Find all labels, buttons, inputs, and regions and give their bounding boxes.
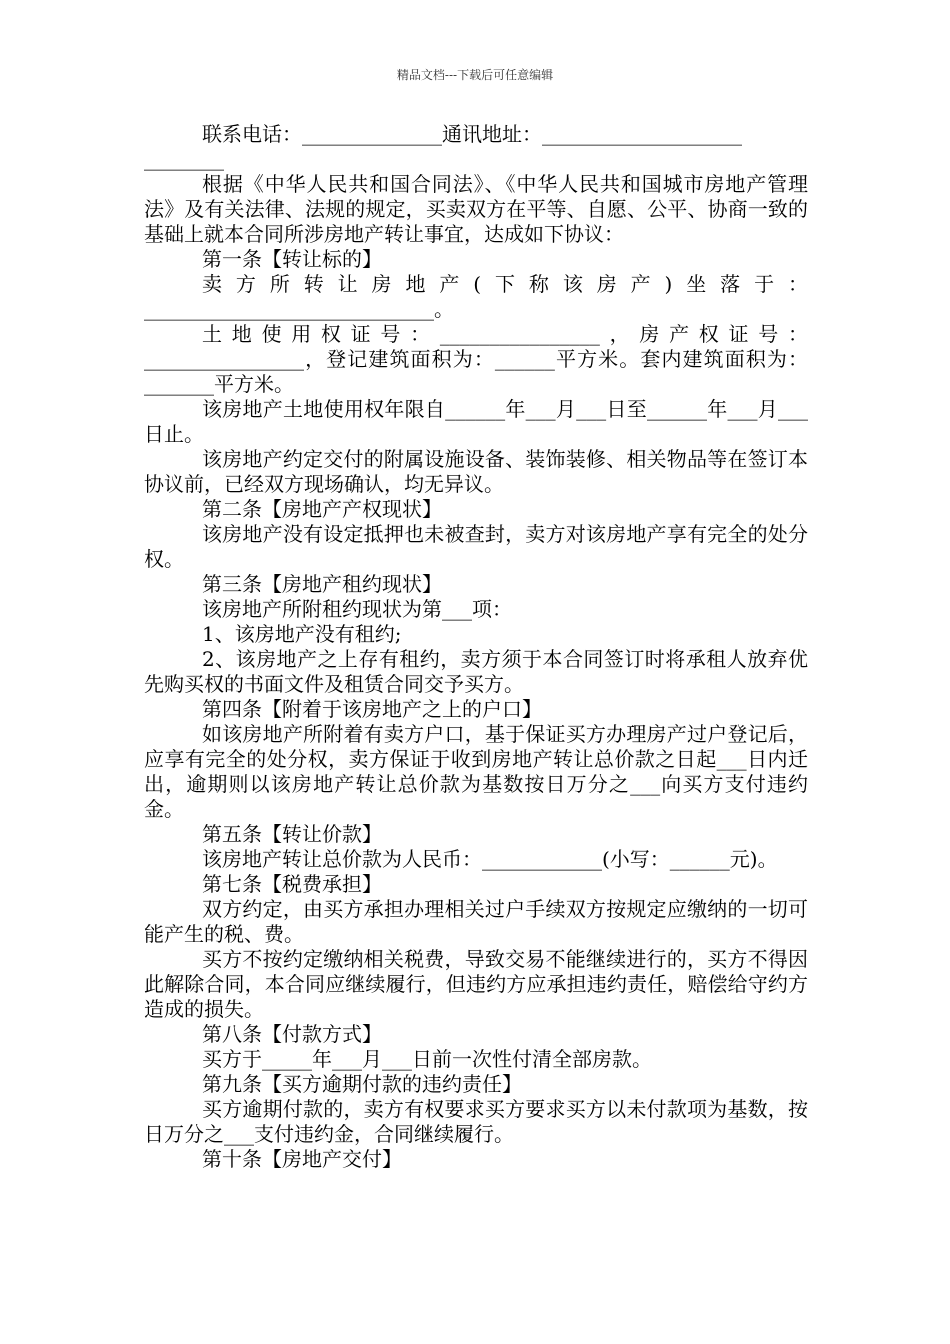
article-8-heading: 第八条【付款方式】 [202,1022,382,1046]
article-7-heading: 第七条【税费承担】 [202,872,382,896]
article-3-option-1: 1、该房地产没有租约; [202,622,402,646]
article-2-heading: 第二条【房地产产权现状】 [202,497,442,521]
article-1-heading: 第一条【转让标的】 [202,247,382,271]
article-10-heading: 第十条【房地产交付】 [202,1147,402,1171]
article-1-location: 卖方所转让房地产(下称该房产)坐落于：_____________________________。 [144,272,808,321]
article-9-body: 买方逾期付款的，卖方有权要求买方要求买方以未付款项为基数，按日万分之___支付违约金，合同继续履行。 [144,1097,808,1146]
article-4-body: 如该房地产所附着有卖方户口，基于保证买方办理房产过户登记后，应享有完全的处分权，卖方保证于收到房地产转让总价款之日起___日内迁出，逾期则以该房地产转让总价款为基数按日万分之___向买方支付违约金。 [144,722,808,821]
document-body [144,122,808,1172]
page-header: 精品文档---下载后可任意编辑 [396,68,554,82]
article-5-heading: 第五条【转让价款】 [202,822,382,846]
article-2-body: 该房地产没有设定抵押也未被查封，卖方对该房地产享有完全的处分权。 [144,522,808,571]
contact-line-continued: ________ [144,147,224,171]
article-3-intro: 该房地产所附租约现状为第___项： [202,597,512,621]
article-8-body: 买方于_____年___月___日前一次性付清全部房款。 [202,1047,652,1071]
article-1-land-term: 该房地产土地使用权年限自______年___月___日至______年___月___日止。 [144,397,808,446]
article-7-body-1: 双方约定，由买方承担办理相关过户手续双方按规定应缴纳的一切可能产生的税、费。 [144,897,808,946]
contact-line: 联系电话：______________通讯地址：____________________ [202,122,742,146]
article-1-facilities: 该房地产约定交付的附属设施设备、装饰装修、相关物品等在签订本协议前，已经双方现场确认，均无异议。 [144,447,808,496]
article-9-heading: 第九条【买方逾期付款的违约责任】 [202,1072,522,1096]
article-1-certificates: 土地使用权证号：________________，房产权证号：________________，登记建筑面积为：______平方米。套内建筑面积为：_______平方米。 [144,322,808,396]
article-3-heading: 第三条【房地产租约现状】 [202,572,442,596]
article-4-heading: 第四条【附着于该房地产之上的户口】 [202,697,542,721]
article-5-body: 该房地产转让总价款为人民币：____________(小写：______元)。 [202,847,778,871]
article-7-body-2: 买方不按约定缴纳相关税费，导致交易不能继续进行的，买方不得因此解除合同，本合同应继续履行，但违约方应承担违约责任，赔偿给守约方造成的损失。 [144,947,808,1021]
article-3-option-2: 2、该房地产之上存有租约，卖方须于本合同签订时将承租人放弃优先购买权的书面文件及租赁合同交予买方。 [144,647,808,696]
preamble-paragraph: 根据《中华人民共和国合同法》、《中华人民共和国城市房地产管理法》及有关法律、法规的规定，买卖双方在平等、自愿、公平、协商一致的基础上就本合同所涉房地产转让事宜，达成如下协议： [144,172,808,246]
